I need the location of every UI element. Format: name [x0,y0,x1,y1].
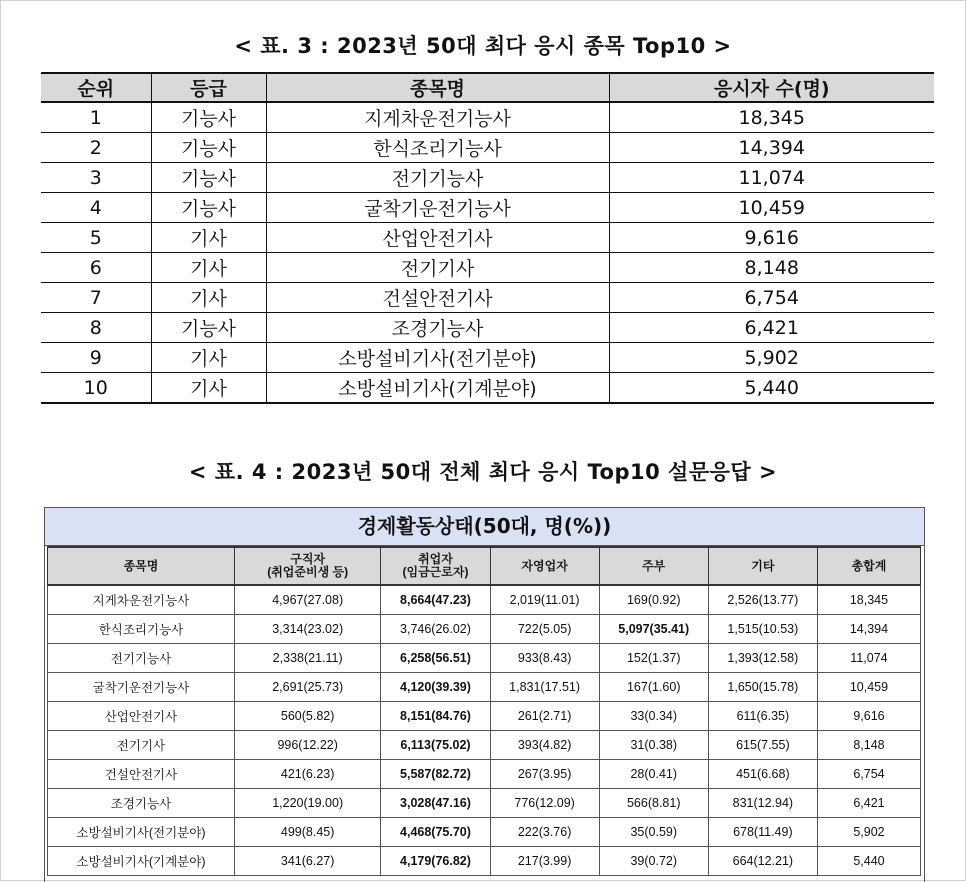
cell-grade: 기능사 [151,102,266,133]
table3-row [41,163,934,193]
col-header-line2: (임금근로자) [402,565,469,579]
table3-title: < 표. 3 : 2023년 50대 최다 응시 종목 Top10 > [234,34,732,58]
cell-job-seeker: 560(5.82) [234,702,381,731]
cell-grade: 기능사 [151,163,266,193]
cell-rank: 10 [41,373,151,404]
table4-header-band: 경제활동상태(50대, 명(%)) [45,508,924,546]
cell-rank: 4 [41,193,151,223]
cell-employed: 4,179(76.82) [381,847,490,876]
cell-self-employed: 2,019(11.01) [490,585,599,615]
table4 [47,546,921,876]
cell-job-seeker: 2,691(25.73) [234,673,381,702]
col-header-rank: 순위 [41,73,151,102]
cell-subject: 지게차운전기능사 [48,585,235,615]
cell-grade: 기사 [151,253,266,283]
cell-other: 1,393(12.58) [708,644,817,673]
cell-subject: 전기기능사 [48,644,235,673]
cell-total: 9,616 [817,702,920,731]
cell-homemaker: 566(8.81) [599,789,708,818]
cell-rank: 6 [41,253,151,283]
table4-header-row [48,547,921,585]
table3 [41,72,934,404]
table4-row [48,585,921,615]
cell-total: 6,421 [817,789,920,818]
cell-homemaker: 152(1.37) [599,644,708,673]
table3-row [41,102,934,133]
cell-subject: 한식조리기능사 [48,615,235,644]
cell-employed: 4,120(39.39) [381,673,490,702]
table3-row [41,193,934,223]
cell-applicants: 14,394 [609,133,934,163]
table4-row [48,847,921,876]
cell-other: 2,526(13.77) [708,585,817,615]
col-header-subject [48,547,235,585]
cell-subject: 전기기능사 [266,163,609,193]
col-header-employed [381,547,490,585]
cell-self-employed: 217(3.99) [490,847,599,876]
cell-self-employed: 267(3.95) [490,760,599,789]
cell-grade: 기사 [151,223,266,253]
cell-homemaker: 28(0.41) [599,760,708,789]
cell-homemaker: 5,097(35.41) [599,615,708,644]
col-header-line1: 종목명 [123,558,159,573]
table4-row [48,760,921,789]
cell-other: 615(7.55) [708,731,817,760]
cell-applicants: 5,440 [609,373,934,404]
cell-subject: 소방설비기사(기계분야) [266,373,609,404]
cell-applicants: 6,754 [609,283,934,313]
cell-total: 5,902 [817,818,920,847]
cell-grade: 기사 [151,283,266,313]
cell-employed: 4,468(75.70) [381,818,490,847]
cell-self-employed: 222(3.76) [490,818,599,847]
cell-applicants: 6,421 [609,313,934,343]
table3-header-row [41,73,934,102]
cell-subject: 소방설비기사(전기분야) [266,343,609,373]
cell-self-employed: 393(4.82) [490,731,599,760]
col-header-subject: 종목명 [266,73,609,102]
cell-homemaker: 39(0.72) [599,847,708,876]
cell-applicants: 10,459 [609,193,934,223]
cell-grade: 기능사 [151,133,266,163]
col-header-self-employed [490,547,599,585]
cell-applicants: 9,616 [609,223,934,253]
cell-subject: 산업안전기사 [48,702,235,731]
cell-job-seeker: 3,314(23.02) [234,615,381,644]
col-header-line1: 구직자 [290,552,326,566]
cell-employed: 6,113(75.02) [381,731,490,760]
table3-row [41,283,934,313]
cell-job-seeker: 1,220(19.00) [234,789,381,818]
cell-homemaker: 33(0.34) [599,702,708,731]
table4-row [48,644,921,673]
col-header-homemaker [599,547,708,585]
col-header-line1: 취업자 [418,552,453,566]
col-header-line1: 기타 [751,558,775,573]
cell-employed: 5,587(82.72) [381,760,490,789]
cell-total: 14,394 [817,615,920,644]
cell-rank: 1 [41,102,151,133]
cell-rank: 8 [41,313,151,343]
col-header-line1: 주부 [642,558,666,573]
cell-job-seeker: 499(8.45) [234,818,381,847]
table4-row [48,615,921,644]
cell-self-employed: 722(5.05) [490,615,599,644]
table4-row [48,789,921,818]
cell-job-seeker: 996(12.22) [234,731,381,760]
cell-applicants: 11,074 [609,163,934,193]
cell-applicants: 8,148 [609,253,934,283]
table3-row [41,313,934,343]
cell-total: 18,345 [817,585,920,615]
table4-row [48,731,921,760]
cell-subject: 굴착기운전기능사 [266,193,609,223]
cell-grade: 기능사 [151,313,266,343]
col-header-line1: 자영업자 [521,558,568,573]
cell-other: 451(6.68) [708,760,817,789]
cell-other: 678(11.49) [708,818,817,847]
col-header-line1: 총합계 [851,558,887,573]
cell-employed: 3,028(47.16) [381,789,490,818]
col-header-job-seeker [234,547,381,585]
table4-row [48,702,921,731]
cell-self-employed: 776(12.09) [490,789,599,818]
cell-subject: 전기기사 [48,731,235,760]
table4-container [44,507,925,882]
cell-rank: 5 [41,223,151,253]
cell-other: 1,650(15.78) [708,673,817,702]
cell-rank: 9 [41,343,151,373]
cell-total: 10,459 [817,673,920,702]
cell-total: 5,440 [817,847,920,876]
cell-subject: 건설안전기사 [48,760,235,789]
table3-row [41,373,934,404]
cell-self-employed: 261(2.71) [490,702,599,731]
cell-self-employed: 933(8.43) [490,644,599,673]
cell-applicants: 5,902 [609,343,934,373]
cell-subject: 건설안전기사 [266,283,609,313]
cell-total: 11,074 [817,644,920,673]
cell-other: 831(12.94) [708,789,817,818]
cell-other: 1,515(10.53) [708,615,817,644]
cell-employed: 6,258(56.51) [381,644,490,673]
cell-subject: 산업안전기사 [266,223,609,253]
cell-rank: 3 [41,163,151,193]
cell-applicants: 18,345 [609,102,934,133]
cell-subject: 한식조리기능사 [266,133,609,163]
table3-row [41,133,934,163]
cell-grade: 기사 [151,373,266,404]
table3-row [41,253,934,283]
cell-job-seeker: 421(6.23) [234,760,381,789]
cell-homemaker: 167(1.60) [599,673,708,702]
cell-job-seeker: 2,338(21.11) [234,644,381,673]
table3-row [41,223,934,253]
cell-homemaker: 35(0.59) [599,818,708,847]
cell-job-seeker: 341(6.27) [234,847,381,876]
cell-employed: 8,664(47.23) [381,585,490,615]
cell-subject: 조경기능사 [48,789,235,818]
col-header-line2: (취업준비생 등) [267,565,349,579]
cell-subject: 굴착기운전기능사 [48,673,235,702]
cell-total: 6,754 [817,760,920,789]
cell-rank: 7 [41,283,151,313]
col-header-other [708,547,817,585]
col-header-total [817,547,920,585]
cell-employed: 8,151(84.76) [381,702,490,731]
cell-other: 611(6.35) [708,702,817,731]
cell-homemaker: 169(0.92) [599,585,708,615]
cell-subject: 소방설비기사(전기분야) [48,818,235,847]
cell-other: 664(12.21) [708,847,817,876]
cell-homemaker: 31(0.38) [599,731,708,760]
col-header-applicants: 응시자 수(명) [609,73,934,102]
cell-rank: 2 [41,133,151,163]
table4-row [48,673,921,702]
cell-self-employed: 1,831(17.51) [490,673,599,702]
cell-subject: 조경기능사 [266,313,609,343]
cell-job-seeker: 4,967(27.08) [234,585,381,615]
col-header-grade: 등급 [151,73,266,102]
table4-row [48,818,921,847]
cell-subject: 전기기사 [266,253,609,283]
table4-title: < 표. 4 : 2023년 50대 전체 최다 응시 Top10 설문응답 > [188,460,778,484]
table3-row [41,343,934,373]
cell-grade: 기능사 [151,193,266,223]
cell-grade: 기사 [151,343,266,373]
cell-subject: 지게차운전기능사 [266,102,609,133]
cell-subject: 소방설비기사(기계분야) [48,847,235,876]
cell-employed: 3,746(26.02) [381,615,490,644]
cell-total: 8,148 [817,731,920,760]
